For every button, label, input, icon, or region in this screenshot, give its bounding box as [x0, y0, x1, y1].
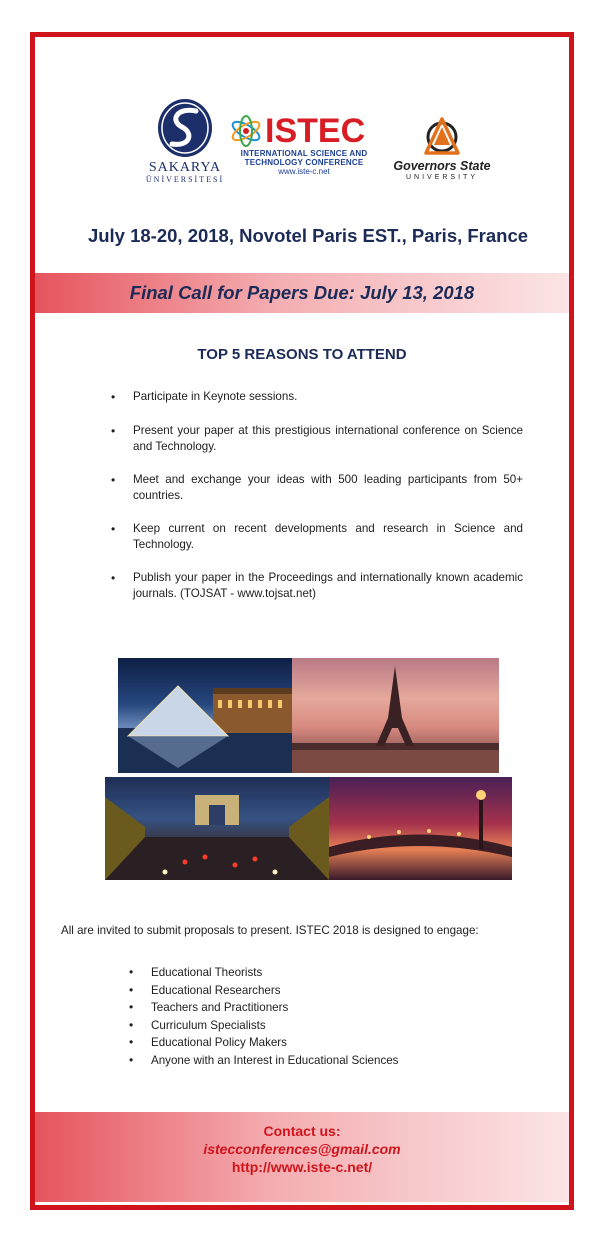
sakarya-sub: ÜNİVERSİTESİ — [145, 175, 225, 184]
flyer-frame — [30, 32, 574, 1210]
list-item: • Educational Researchers — [131, 982, 398, 1000]
list-item: • Teachers and Practitioners — [131, 999, 398, 1017]
list-item: • Participate in Keynote sessions. — [113, 389, 523, 405]
event-date-location: July 18-20, 2018, Novotel Paris EST., Paris, France — [87, 225, 529, 246]
call-banner — [35, 273, 569, 313]
arc-de-triomphe-photo — [105, 777, 329, 880]
contact-email-link[interactable]: istecconferences@gmail.com — [203, 1141, 401, 1157]
sakarya-emblem-icon — [156, 97, 214, 159]
atom-icon — [229, 115, 263, 147]
pont-alexandre-photo — [329, 777, 512, 880]
istec-line-2: TECHNOLOGY CONFERENCE — [244, 158, 364, 167]
istec-url: www.iste-c.net — [278, 167, 330, 176]
gsu-emblem-icon — [422, 117, 462, 157]
gsu-name: Governors State — [393, 159, 491, 173]
contact-banner — [35, 1112, 569, 1202]
list-item: • Present your paper at this prestigious international conference on Science and Technology. — [113, 423, 523, 455]
gsu-sub: UNIVERSITY — [405, 174, 478, 181]
istec-wordmark: ISTEC — [265, 112, 366, 150]
reasons-list — [113, 389, 523, 602]
istec-logo — [229, 113, 379, 177]
list-item: • Meet and exchange your ideas with 500 leading participants from 50+ countries. — [113, 472, 523, 504]
list-item: • Keep current on recent developments and research in Science and Technology. — [113, 521, 523, 553]
list-item: • Educational Policy Makers — [131, 1034, 398, 1052]
contact-heading: Contact us: — [263, 1123, 341, 1139]
call-banner-text: Final Call for Papers Due: July 13, 2018 — [129, 282, 475, 303]
list-item: • Anyone with an Interest in Educational Sciences — [131, 1052, 398, 1070]
sakarya-name: SAKARYA — [148, 160, 222, 175]
sakarya-logo — [143, 97, 227, 185]
contact-website-link[interactable]: http://www.iste-c.net/ — [231, 1159, 373, 1175]
eiffel-tower-photo — [292, 658, 499, 773]
list-item: • Curriculum Specialists — [131, 1017, 398, 1035]
audience-list — [131, 964, 398, 1069]
istec-line-1: INTERNATIONAL SCIENCE AND — [240, 149, 368, 158]
reasons-heading: TOP 5 REASONS TO ATTEND — [197, 346, 407, 363]
gsu-logo — [387, 117, 497, 182]
list-item: • Publish your paper in the Proceedings and internationally known academic journals. (TOJSAT - www.tojsat.net) — [113, 570, 523, 602]
louvre-photo — [118, 658, 292, 773]
logo-row — [35, 97, 569, 207]
list-item: • Educational Theorists — [131, 964, 398, 982]
invite-text: All are invited to submit proposals to present. ISTEC 2018 is designed to engage: — [61, 924, 479, 937]
